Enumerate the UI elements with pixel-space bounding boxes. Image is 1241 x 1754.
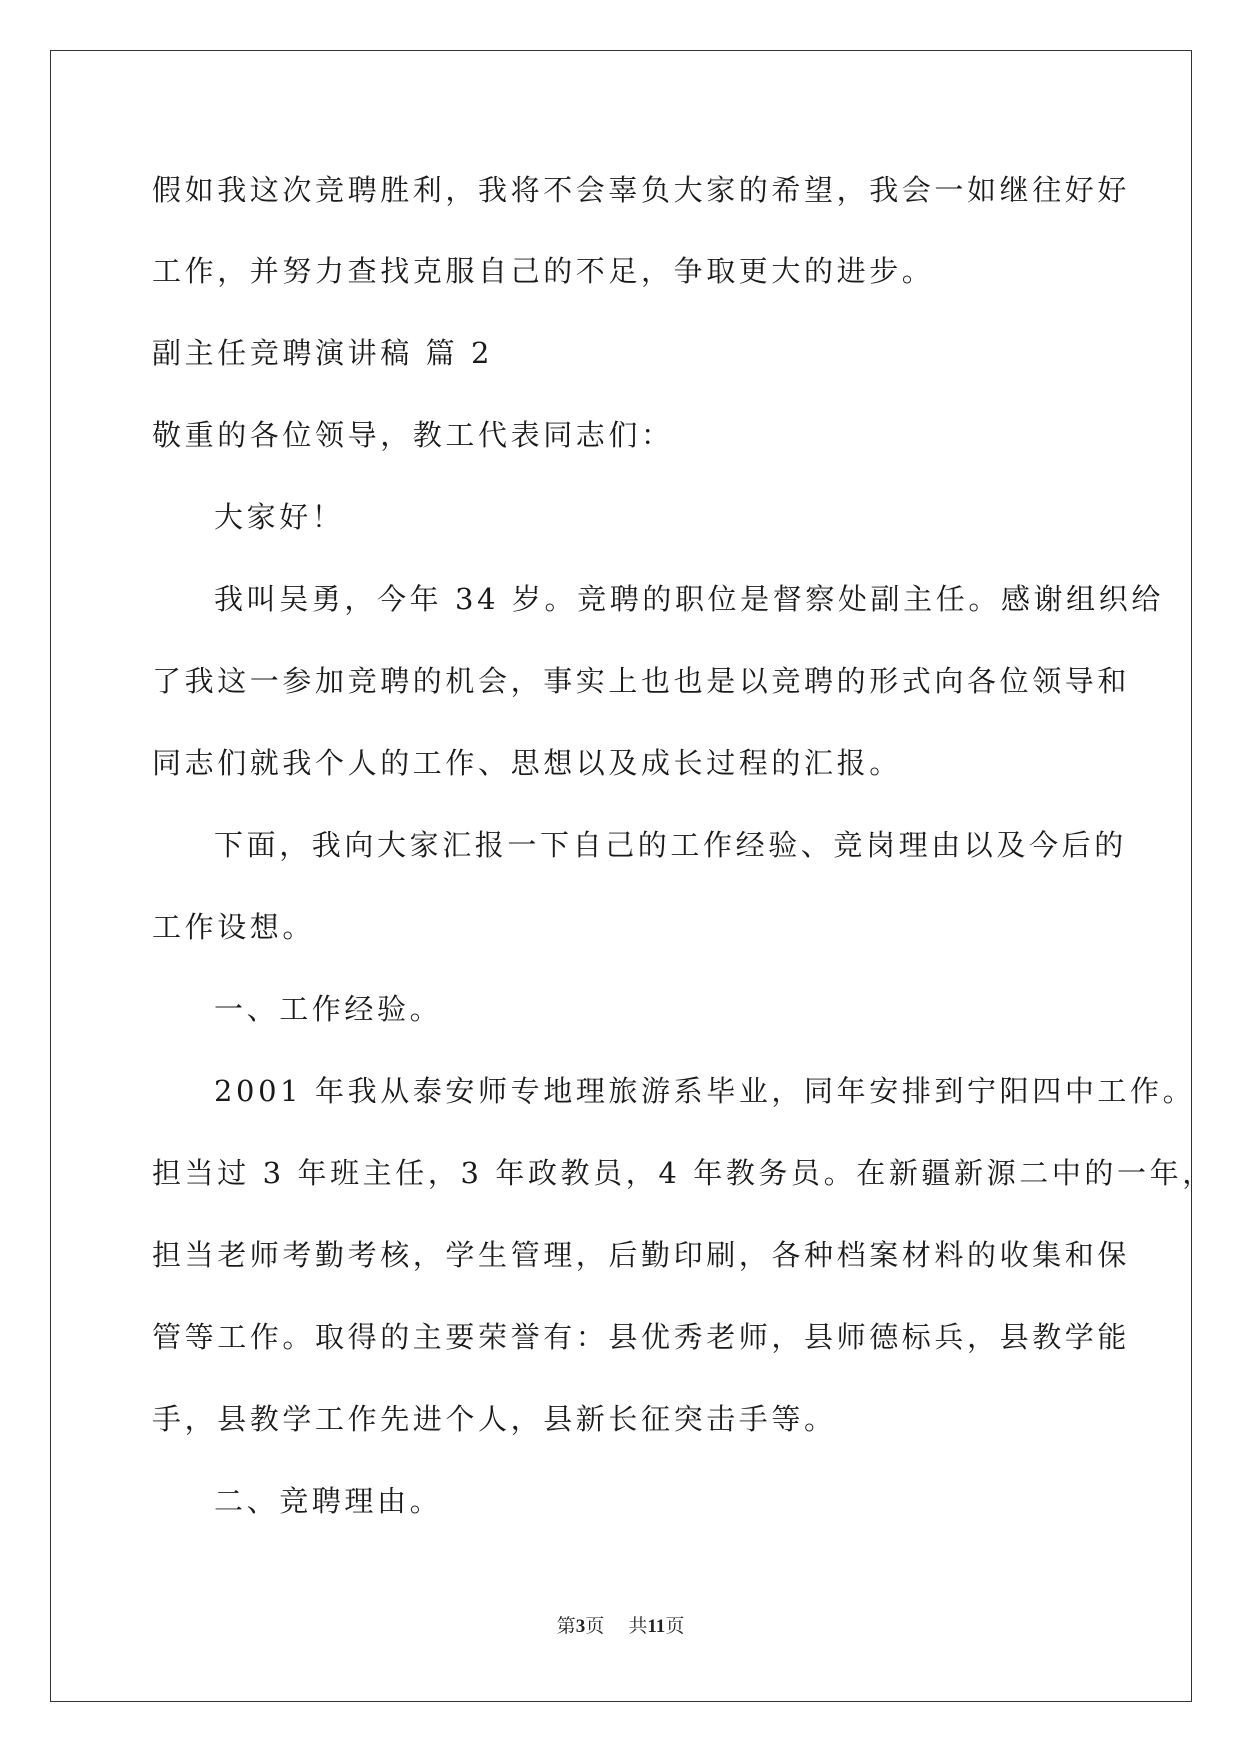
footer-suffix: 页: [665, 1615, 685, 1637]
total-pages-number: 11: [647, 1616, 666, 1637]
section-heading: 副主任竞聘演讲稿 篇 2: [152, 336, 494, 370]
body-line: 手，县教学工作先进个人，县新长征突击手等。: [152, 1402, 837, 1436]
page-footer: [0, 1614, 1241, 1639]
footer-middle: 页 共: [585, 1615, 648, 1637]
salutation: 敬重的各位领导，教工代表同志们：: [152, 418, 674, 452]
body-line: 2001 年我从泰安师专地理旅游系毕业，同年安排到宁阳四中工作。: [214, 1074, 1196, 1108]
body-line: 了我这一参加竞聘的机会，事实上也也是以竞聘的形式向各位领导和: [152, 664, 1131, 698]
body-line: 担当老师考勤考核，学生管理，后勤印刷，各种档案材料的收集和保: [152, 1238, 1131, 1272]
current-page-number: 3: [575, 1616, 586, 1637]
page-border: [50, 50, 1215, 1702]
body-line: 同志们就我个人的工作、思想以及成长过程的汇报。: [152, 746, 902, 780]
body-line: 假如我这次竞聘胜利，我将不会辜负大家的希望，我会一如继往好好: [152, 173, 1131, 207]
footer-prefix: 第: [556, 1615, 576, 1637]
body-line: 我叫吴勇，今年 34 岁。竞聘的职位是督察处副主任。感谢组织给: [214, 582, 1164, 616]
body-line: 下面，我向大家汇报一下自己的工作经验、竞岗理由以及今后的: [214, 828, 1127, 862]
greeting: 大家好！: [214, 500, 345, 534]
body-line: 工作，并努力查找克服自己的不足，争取更大的进步。: [152, 254, 935, 288]
body-line: 担当过 3 年班主任，3 年政教员，4 年教务员。在新疆新源二中的一年，: [152, 1156, 1215, 1190]
subheading: 一、工作经验。: [214, 992, 443, 1026]
body-line: 管等工作。取得的主要荣誉有：县优秀老师，县师德标兵，县教学能: [152, 1320, 1131, 1354]
subheading: 二、竞聘理由。: [214, 1484, 443, 1518]
body-line: 工作设想。: [152, 910, 316, 944]
